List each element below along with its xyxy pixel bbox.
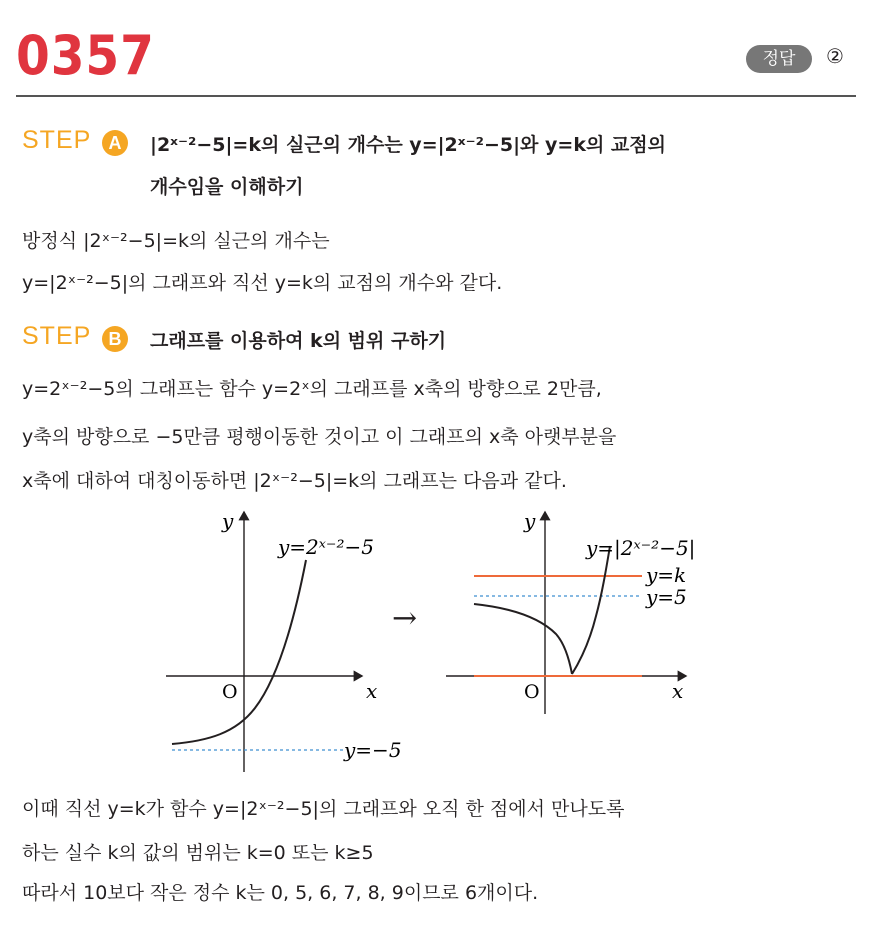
problem-number: 0357 (16, 24, 155, 87)
reflected-curve-right (572, 546, 610, 674)
asymptote-label: y=−5 (344, 738, 402, 762)
origin-label: O (222, 681, 238, 703)
graph-right (446, 509, 695, 714)
reflected-curve-left (474, 604, 572, 674)
step-a-title: |2ˣ⁻²−5|=k의 실근의 개수는 y=|2ˣ⁻²−5|와 y=k의 교점의 (150, 134, 666, 156)
step-a-tag: STEP (22, 126, 92, 154)
answer-badge: 정답 (746, 45, 812, 73)
x-axis-label: x (672, 679, 684, 703)
step-b-body-line: x축에 대하여 대칭이동하면 |2ˣ⁻²−5|=k의 그래프는 다음과 같다. (22, 470, 567, 492)
step-b-tag: STEP (22, 322, 92, 350)
curve-label: y=2ˣ⁻²−5 (278, 535, 374, 559)
step-a-body-line: y=|2ˣ⁻²−5|의 그래프와 직선 y=k의 교점의 개수와 같다. (22, 272, 503, 294)
step-b-title: 그래프를 이용하여 k의 범위 구하기 (150, 330, 447, 352)
line-k-label: y=k (646, 563, 687, 587)
origin-label: O (524, 681, 540, 703)
transform-arrow: → (392, 601, 418, 636)
y-axis-label: y (524, 509, 536, 533)
answer-value: ② (826, 44, 844, 68)
step-b-letter: B (102, 326, 128, 352)
step-b-body-line: y축의 방향으로 −5만큼 평행이동한 것이고 이 그래프의 x축 아랫부분을 (22, 426, 617, 448)
graph-left (166, 509, 402, 772)
step-a-title-cont: 개수임을 이해하기 (150, 176, 304, 198)
conclusion-line: 이때 직선 y=k가 함수 y=|2ˣ⁻²−5|의 그래프와 오직 한 점에서 만나도록 (22, 798, 625, 820)
conclusion-line: 따라서 10보다 작은 정수 k는 0, 5, 6, 7, 8, 9이므로 6개이다. (22, 882, 539, 904)
header-divider (16, 95, 856, 97)
exponential-curve (172, 560, 306, 744)
graph-figure (0, 500, 882, 790)
curve-label: y=|2ˣ⁻²−5| (586, 536, 696, 560)
y-axis-label: y (222, 509, 234, 533)
step-a-letter: A (102, 130, 128, 156)
step-a-body-line: 방정식 |2ˣ⁻²−5|=k의 실근의 개수는 (22, 230, 330, 252)
asymptote-label: y=5 (646, 585, 687, 609)
conclusion-line: 하는 실수 k의 값의 범위는 k=0 또는 k≥5 (22, 842, 374, 864)
x-axis-label: x (366, 679, 378, 703)
step-b-body-line: y=2ˣ⁻²−5의 그래프는 함수 y=2ˣ의 그래프를 x축의 방향으로 2만큼, (22, 378, 602, 400)
